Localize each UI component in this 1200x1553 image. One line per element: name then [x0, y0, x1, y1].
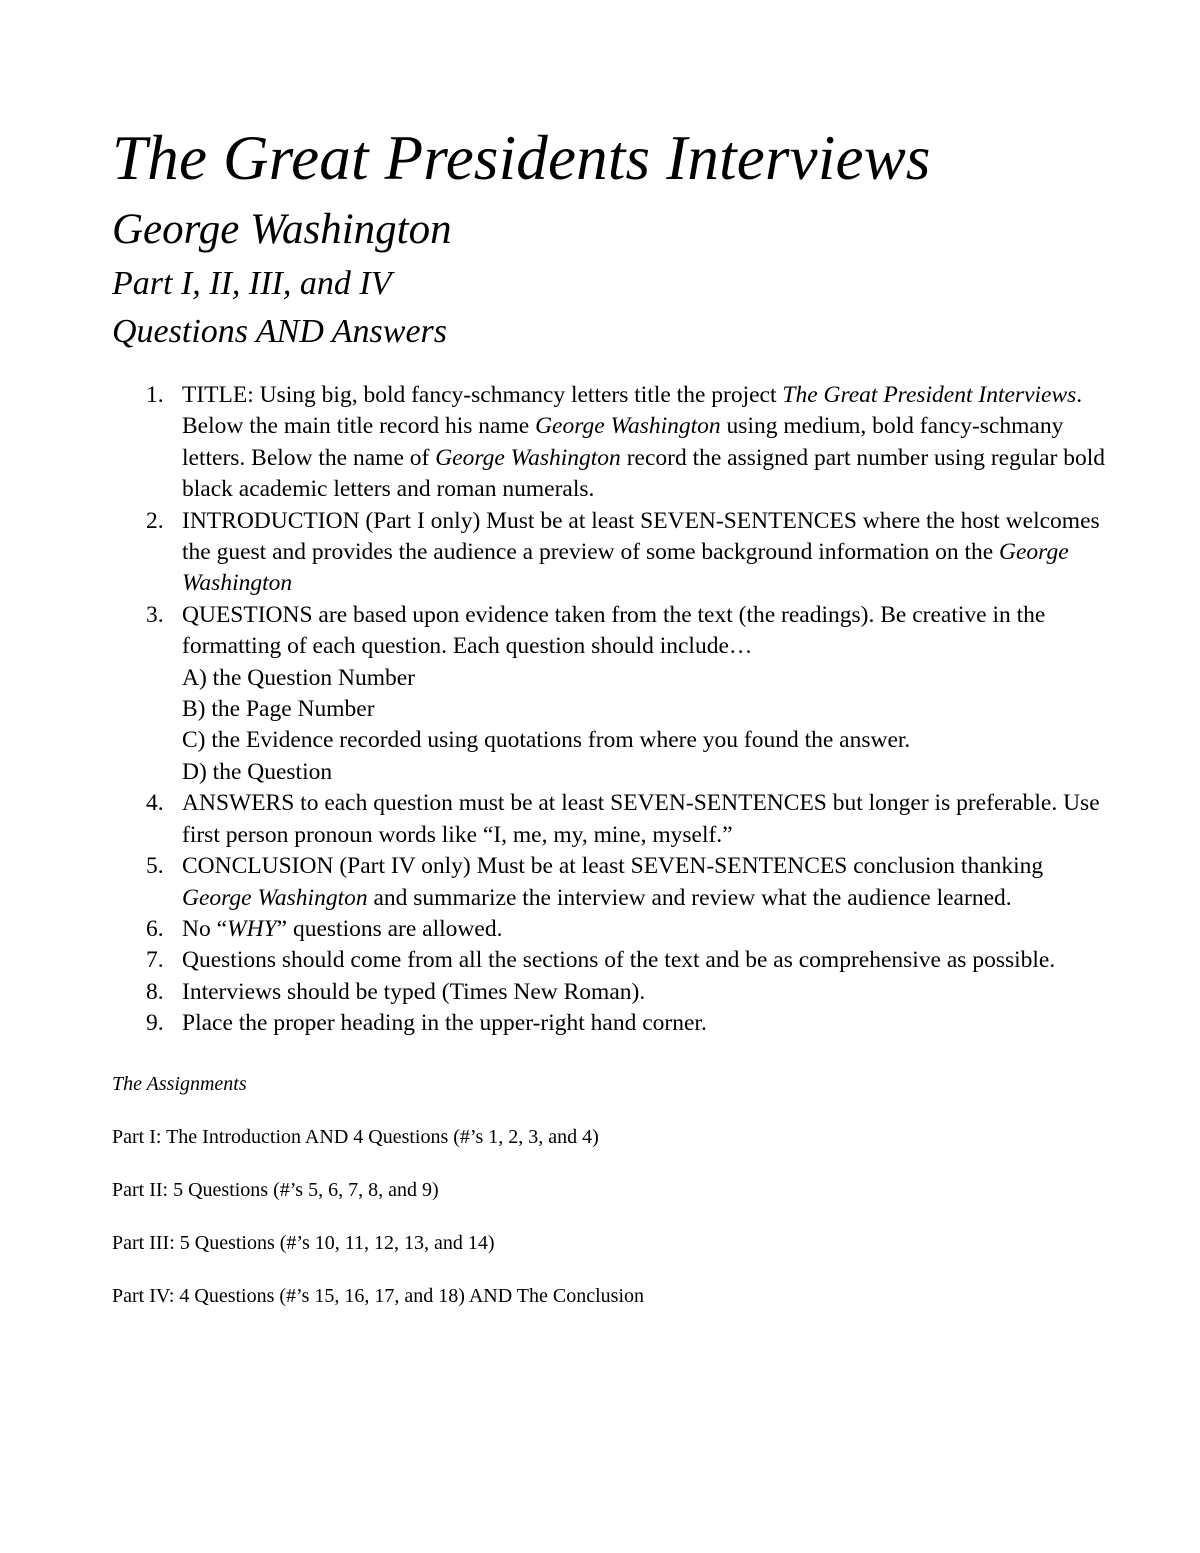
instructions-list [112, 380, 1112, 1040]
instruction-item [112, 914, 1112, 945]
instruction-number: 1. [146, 382, 164, 408]
assignments-list [112, 1123, 1112, 1310]
document-page [112, 118, 1112, 1310]
instruction-number: 2. [146, 507, 164, 534]
instruction-text: INTRODUCTION (Part I only) Must be at least SEVEN-SENTENCES where the host welcomes the guest and provides the audience a preview of some background information on the [182, 507, 1100, 566]
instruction-text: CONCLUSION (Part IV only) Must be at least SEVEN-SENTENCES conclusion thanking [182, 853, 1044, 880]
instruction-subitem: B) the Page Number [182, 696, 375, 723]
instruction-item [112, 506, 1112, 600]
instruction-text: and summarize the interview and review what the audience learned. [367, 884, 1012, 911]
instruction-subitem: D) the Question [182, 758, 333, 785]
assignment-part: Part I: The Introduction AND 4 Questions (#’s 1, 2, 3, and 4) [112, 1125, 599, 1148]
instruction-text: Place the proper heading in the upper-right hand corner. [182, 1010, 707, 1037]
instruction-number: 7. [146, 947, 164, 974]
instruction-number: 3. [146, 601, 164, 628]
instruction-text: George Washington [535, 413, 721, 440]
instruction-text: George Washington [182, 884, 368, 911]
parts-line: Part I, II, III, and IV [112, 265, 392, 302]
instruction-subitem: A) the Question Number [182, 664, 415, 691]
instruction-text: ANSWERS to each question must be at least SEVEN-SENTENCES but longer is preferable. Use first person pronoun words like “I, me, my, mine, myself.” [182, 790, 1100, 848]
instruction-text: No “ [182, 915, 228, 942]
instruction-number: 8. [146, 978, 164, 1005]
instruction-number: 4. [146, 790, 164, 817]
instruction-item [112, 1008, 1112, 1039]
instruction-number: 6. [146, 915, 164, 942]
instruction-item [112, 851, 1112, 914]
instruction-item [112, 977, 1112, 1008]
instruction-text: TITLE: Using big, bold fancy-schmancy letters title the project [182, 382, 783, 408]
document-title: The Great Presidents Interviews [112, 123, 931, 193]
instruction-text: using medium, bold fancy-schmany letters. Below the name of [182, 413, 1064, 471]
instruction-text: Interviews should be typed (Times New Roman). [182, 978, 646, 1005]
assignment-part: Part III: 5 Questions (#’s 10, 11, 12, 13, and 14) [112, 1231, 495, 1254]
instruction-item [112, 945, 1112, 976]
instruction-text: record the assigned part number using regular bold black academic letters and roman numerals. [182, 444, 1106, 503]
instruction-text: George Washington [182, 539, 1069, 597]
instruction-text: WHY [227, 915, 277, 942]
instruction-item [112, 788, 1112, 851]
instruction-text: . Below the main title record his name [182, 382, 1083, 440]
assignment-part: Part II: 5 Questions (#’s 5, 6, 7, 8, and 9) [112, 1178, 439, 1201]
instruction-text: The Great President Interviews [782, 382, 1077, 408]
assignments-heading: The Assignments [112, 1072, 247, 1095]
instruction-text: Questions should come from all the sections of the text and be as comprehensive as possible. [182, 947, 1056, 974]
instruction-number: 9. [146, 1010, 164, 1037]
instruction-text: ” questions are allowed. [276, 915, 503, 942]
instruction-item [112, 380, 1112, 506]
instruction-text: George Washington [435, 444, 621, 471]
instruction-subitem: C) the Evidence recorded using quotations from where you found the answer. [182, 727, 911, 754]
instruction-number: 5. [146, 853, 164, 880]
instruction-text: QUESTIONS are based upon evidence taken from the text (the readings). Be creative in the formatting of each question. Each question should include… [182, 601, 1046, 660]
assignment-part: Part IV: 4 Questions (#’s 15, 16, 17, and 18) AND The Conclusion [112, 1284, 645, 1307]
instruction-item [112, 600, 1112, 788]
questions-answers-line: Questions AND Answers [112, 313, 448, 350]
document-subtitle: George Washington [112, 206, 452, 253]
